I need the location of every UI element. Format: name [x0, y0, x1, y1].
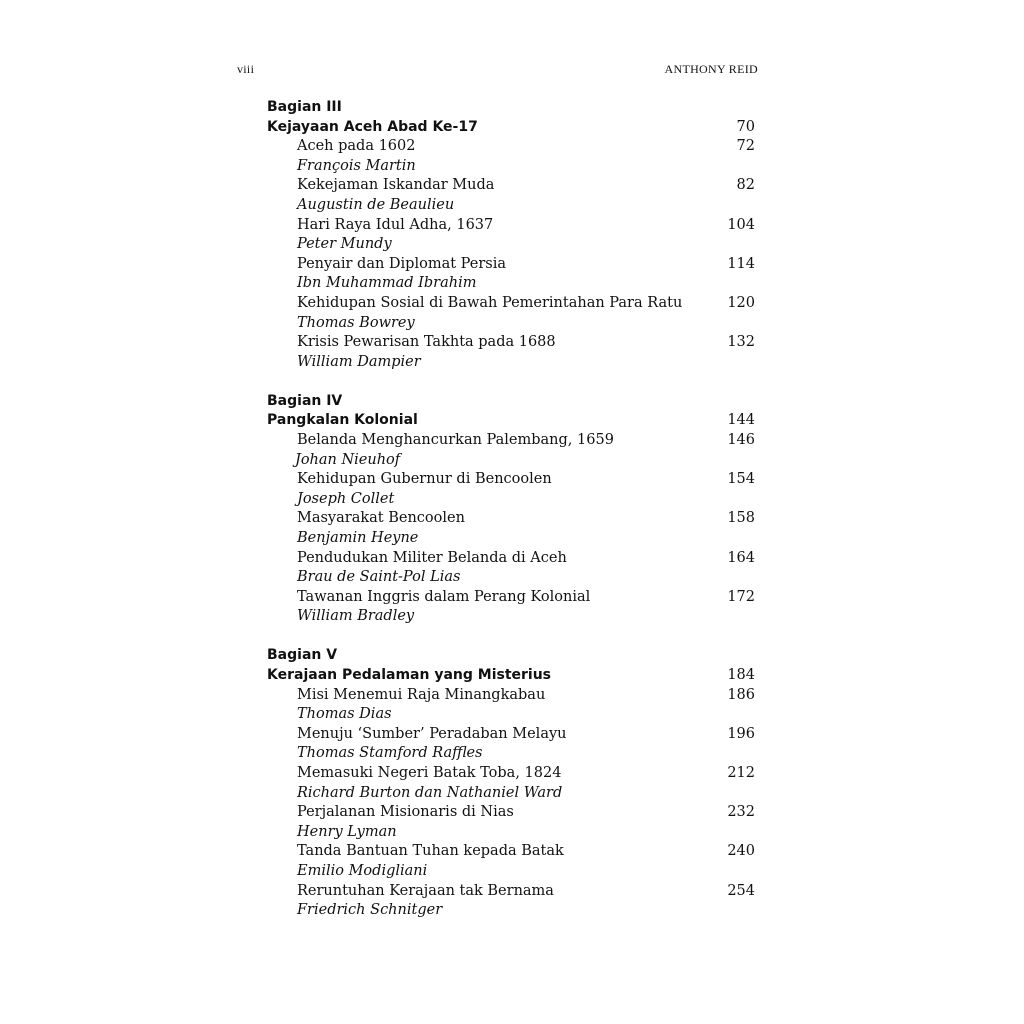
entry-page: 186	[727, 686, 755, 703]
toc-section	[267, 646, 755, 920]
entry-author: William Bradley	[297, 608, 415, 625]
page-number: viii	[237, 62, 255, 76]
entry-title: Kehidupan Gubernur di Bencoolen	[297, 471, 552, 488]
toc-entry	[267, 509, 755, 529]
toc-entry	[267, 333, 755, 353]
entry-page: 254	[727, 882, 755, 899]
entry-author: William Dampier	[297, 353, 421, 370]
entry-title: Misi Menemui Raja Minangkabau	[297, 686, 546, 703]
entry-title: Penyair dan Diplomat Persia	[297, 255, 506, 272]
entry-title: Menuju ‘Sumber’ Peradaban Melayu	[297, 725, 567, 742]
toc-entry	[267, 255, 755, 275]
entry-page: 72	[736, 138, 755, 155]
section-page: 144	[727, 412, 755, 429]
entry-author: Thomas Stamford Raffles	[297, 745, 483, 762]
running-title: ANTHONY REID	[664, 62, 758, 76]
entry-page: 132	[727, 334, 755, 351]
running-head	[237, 62, 758, 78]
entry-title: Krisis Pewarisan Takhta pada 1688	[297, 334, 556, 351]
part-label: Bagian III	[267, 99, 342, 115]
toc-entry	[267, 686, 755, 706]
section-title	[267, 411, 755, 431]
section-title-text: Kejayaan Aceh Abad Ke-17	[267, 118, 478, 135]
toc-entry	[267, 882, 755, 902]
entry-page: 154	[727, 471, 755, 488]
entry-title: Pendudukan Militer Belanda di Aceh	[297, 549, 567, 566]
toc-entry	[267, 431, 755, 451]
entry-title: Aceh pada 1602	[297, 138, 416, 155]
entry-author: Thomas Dias	[297, 706, 392, 723]
entry-page: 82	[736, 177, 755, 194]
entry-author: Ibn Muhammad Ibrahim	[297, 275, 477, 292]
part-label: Bagian IV	[267, 392, 343, 409]
entry-title: Masyarakat Bencoolen	[297, 510, 465, 527]
entry-author: Johan Nieuhof	[295, 451, 401, 468]
toc-entry	[267, 137, 755, 157]
entry-title: Memasuki Negeri Batak Toba, 1824	[297, 765, 562, 781]
toc-entry	[267, 764, 755, 784]
entry-author: Joseph Collet	[297, 490, 395, 507]
entry-title: Kehidupan Sosial di Bawah Pemerintahan Para Ratu	[297, 294, 683, 311]
entry-author: Augustin de Beaulieu	[297, 196, 455, 213]
entry-page: 114	[727, 255, 755, 272]
entry-title: Tanda Bantuan Tuhan kepada Batak	[297, 843, 564, 860]
section-title-text: Kerajaan Pedalaman yang Misterius	[267, 667, 552, 684]
entry-page: 240	[727, 843, 755, 860]
entry-page: 158	[727, 510, 755, 527]
part-label: Bagian V	[267, 647, 338, 664]
entry-title: Tawanan Inggris dalam Perang Kolonial	[297, 588, 591, 605]
toc-entry	[267, 294, 755, 314]
entry-author: François Martin	[297, 157, 416, 174]
entry-page: 232	[727, 804, 755, 821]
table-of-contents	[267, 98, 755, 940]
entry-title: Reruntuhan Kerajaan tak Bernama	[297, 882, 554, 899]
entry-title: Perjalanan Misionaris di Nias	[297, 804, 514, 821]
entry-author: Thomas Bowrey	[297, 314, 415, 331]
section-page: 70	[736, 118, 755, 135]
toc-entry	[267, 803, 755, 823]
toc-entry	[267, 842, 755, 862]
entry-author: Benjamin Heyne	[297, 529, 419, 546]
entry-page: 104	[727, 216, 755, 233]
entry-author: Brau de Saint-Pol Lias	[297, 569, 461, 586]
toc-entry	[267, 588, 755, 608]
entry-title: Kekejaman Iskandar Muda	[297, 177, 495, 194]
entry-page: 164	[727, 549, 755, 566]
toc-entry	[267, 725, 755, 745]
section-page: 184	[727, 667, 755, 684]
entry-page: 172	[727, 588, 755, 605]
entry-page: 120	[727, 294, 755, 311]
entry-title: Belanda Menghancurkan Palembang, 1659	[297, 432, 614, 448]
entry-page: 212	[727, 765, 755, 781]
entry-author: Henry Lyman	[297, 823, 397, 840]
section-title	[267, 666, 755, 686]
entry-author: Richard Burton dan Nathaniel Ward	[297, 784, 563, 801]
entry-page: 196	[727, 725, 755, 742]
entry-page: 146	[727, 432, 755, 448]
section-title-text: Pangkalan Kolonial	[267, 412, 418, 429]
section-title	[267, 118, 755, 138]
toc-entry	[267, 176, 755, 196]
toc-entry	[267, 470, 755, 490]
entry-author: Peter Mundy	[297, 236, 392, 253]
toc-entry	[267, 549, 755, 569]
toc-section	[267, 98, 755, 372]
entry-author: Emilio Modigliani	[297, 862, 428, 879]
entry-title: Hari Raya Idul Adha, 1637	[297, 216, 494, 233]
toc-entry	[267, 216, 755, 236]
entry-author: Friedrich Schnitger	[297, 902, 443, 919]
toc-section	[267, 392, 755, 627]
